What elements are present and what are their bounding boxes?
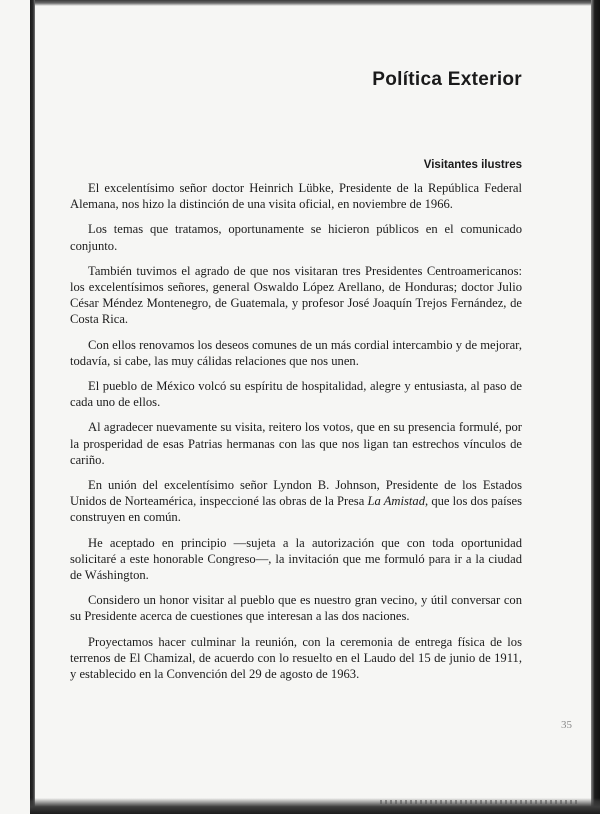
- subsection-title: Visitantes ilustres: [423, 159, 522, 171]
- paragraph: El excelentísimo señor doctor Heinrich Lübke, Presidente de la República Federal Alemana, nos hizo la distinción de una visita oficial, en noviembre de 1966.: [70, 181, 522, 212]
- scan-edge-right: [591, 0, 600, 814]
- paragraph: [70, 477, 522, 526]
- paragraph: Considero un honor visitar al pueblo que es nuestro gran vecino, y útil conversar con su Presidente acerca de cuestiones que interesan a las dos naciones.: [70, 593, 522, 624]
- paragraph: El pueblo de México volcó su espíritu de hospitalidad, alegre y entusiasta, al paso de cada uno de ellos.: [70, 379, 522, 410]
- section-title: Política Exterior: [372, 69, 522, 90]
- paragraph: He aceptado en principio —sujeta a la autorización que con toda oportunidad solicitaré a este honorable Congreso—, la invitación que me formuló para ir a la ciudad de Wáshington.: [70, 535, 522, 583]
- scan-edge-left: [30, 0, 35, 814]
- body-text: [70, 180, 522, 691]
- paragraph: También tuvimos el agrado de que nos visitaran tres Presidentes Centroamericanos: los excelentísimos señores, general Oswaldo López Arellano, de Honduras; doctor Julio César Méndez Montenegro, de Guatemala, y profesor José Joaquín Trejos Fernández, de Costa Rica.: [70, 263, 522, 327]
- paragraph: Los temas que tratamos, oportunamente se hicieron públicos en el comunicado conjunto.: [70, 222, 522, 253]
- paragraph: Con ellos renovamos los deseos comunes de un más cordial intercambio y de mejorar, todavía, si cabe, las muy cálidas relaciones que nos unen.: [70, 337, 522, 368]
- paragraph-text: , que los dos países construyen en común.: [70, 494, 522, 525]
- page-number: 35: [561, 719, 572, 731]
- dam-name: La Amistad: [367, 494, 425, 509]
- paragraph-text: En unión del excelentísimo señor Lyndon B. Johnson, Presidente de los Estados Unidos de Norteamérica, inspeccioné las obras de la Presa: [70, 478, 522, 509]
- scan-noise: [380, 800, 580, 804]
- scan-edge-top: [30, 0, 600, 6]
- paragraph: Al agradecer nuevamente su visita, reitero los votos, que en su presencia formulé, por la prosperidad de esas Patrias hermanas con las que nos ligan tan estrechos vínculos de cariño.: [70, 420, 522, 467]
- paragraph: Proyectamos hacer culminar la reunión, con la ceremonia de entrega física de los terrenos de El Chamizal, de acuerdo con lo resuelto en el Laudo del 15 de junio de 1911, y establecido en la Convención del 29 de agosto de 1963.: [70, 634, 522, 682]
